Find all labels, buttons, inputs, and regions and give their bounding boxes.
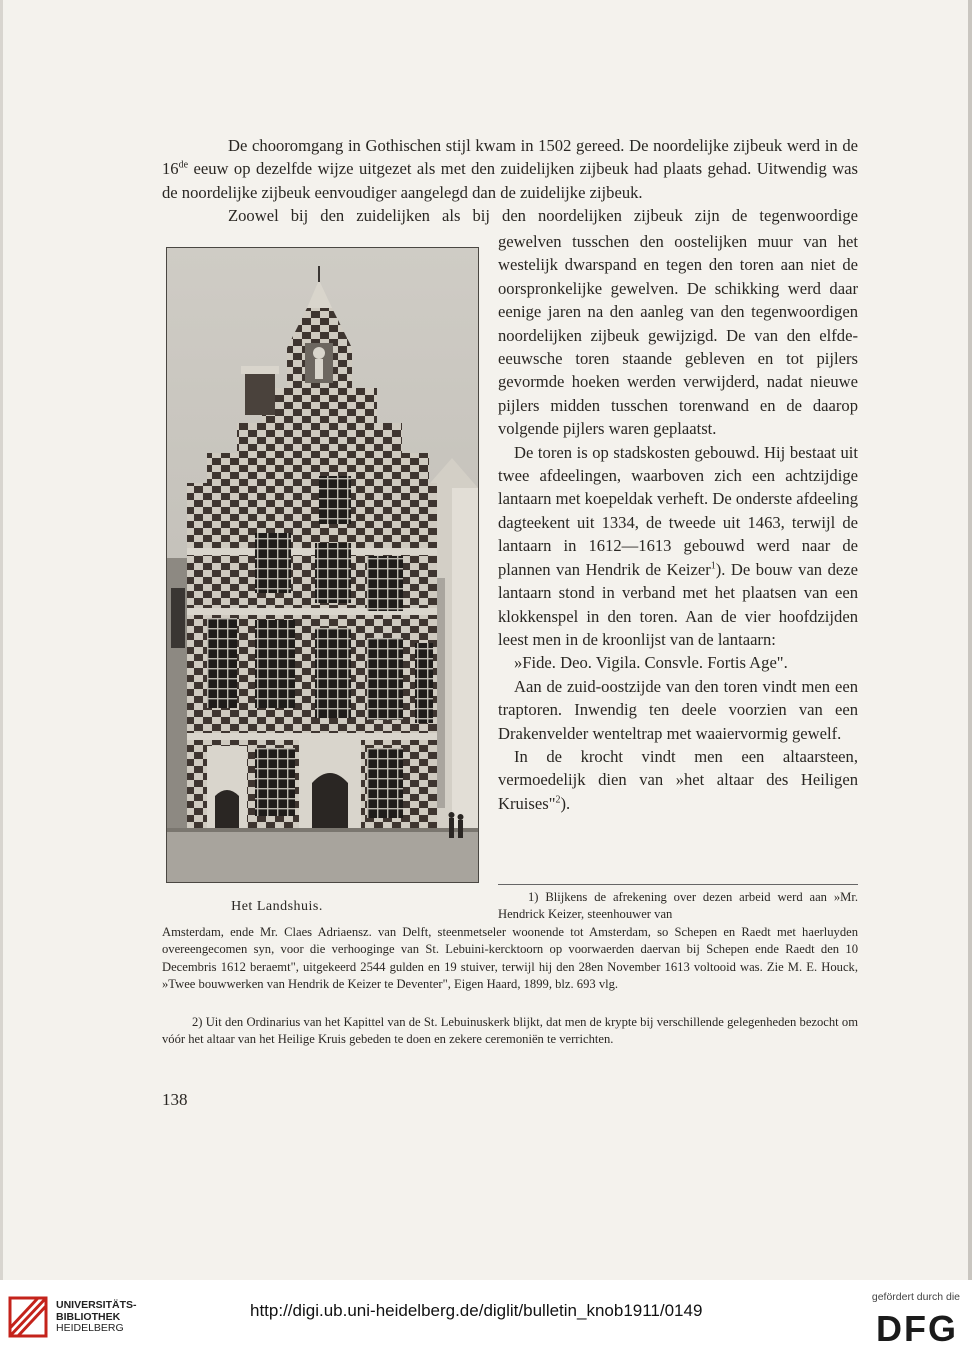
footnote-1-rest: Amsterdam, ende Mr. Claes Adriaensz. van Delft, steenmetseler woonende tot Amsterdam, so Schepen en Raedt met haerluyden overeengecomen syn, voor die verhooginge van St. Lebuini-kercktoorn op voorwaerden daervan bij Schepen ende Raedt den 10 Decembris 1612 beraemt", uitgekeerd 2544 gulden en 19 stuiver, terwijl hij den 28en November 1613 voltooid was. Zie M. E. Houck, »Twee bouwwerken van Hendrik de Keizer te Deventer", Eigen Haard, 1899, blz. 693 vlg. [162, 925, 858, 992]
scan-left-edge [0, 0, 3, 1280]
footnote-2: 2) Uit den Ordinarius van het Kapittel van de St. Lebuinuskerk blijkt, dat men de krypte bij verschillende gelegenheden bezocht om vóór het altaar van het Heilige Kruis gebeden te doen en zekere ceremoniën te verrichten. [162, 1015, 858, 1047]
permalink-url[interactable]: http://digi.ub.uni-heidelberg.de/diglit/bulletin_knob1911/0149 [250, 1301, 703, 1320]
landshuis-photograph [166, 247, 479, 883]
street [167, 828, 478, 882]
paragraph-crypt: In de krocht vindt men een altaarsteen, vermoedelijk dien van »het altaar des Heiligen Kruises"$^2$). [498, 746, 858, 813]
right-column-text [498, 230, 858, 815]
university-library-logo-icon [8, 1292, 48, 1342]
dfg-logo: DFG [876, 1308, 958, 1349]
paragraph-staircase: Aan de zuid-oostzijde van den toren vindt men een traptoren. Inwendig ten deele voorzien van een Drakenvelder wenteltrap met waaiervormig gewelf. [498, 676, 858, 743]
landshuis-facade-drawing [167, 248, 478, 882]
page-number: 138 [162, 1090, 188, 1109]
paragraph-choir: De chooromgang in Gothischen stijl kwam in 1502 gereed. De noordelijke zijbeuk werd in de 16de eeuw op dezelfde wijze uitgezet als met den zuidelijken zijbeuk had plaats gehad. Uitwendig was de noordelijke zijbeuk eenvoudiger aangelegd dan de zuidelijke zijbeuk. [162, 136, 858, 202]
figure-caption: Het Landshuis. [231, 899, 323, 914]
footnote-rule [498, 884, 858, 885]
library-name: UNIVERSITÄTS- BIBLIOTHEK HEIDELBERG [56, 1299, 137, 1334]
intro-text [162, 134, 858, 228]
footnote-1-first: 1) Blijkens de afrekening over dezen arbeid werd aan »Mr. Hendrick Keizer, steenhouwer van [498, 890, 858, 922]
funded-by-label: gefördert durch die [871, 1291, 960, 1303]
paragraph-vaults-start: Zoowel bij den zuidelijken als bij den noordelijken zijbeuk zijn de tegenwoordige [228, 206, 858, 226]
paragraph-tower: De toren is op stadskosten gebouwd. Hij bestaat uit twee afdeelingen, waarboven zich een achtzijdige lantaarn met koepeldak verheft. De onderste afdeeling dagteekent uit 1334, de tweede uit 1463, terwijl de lantaarn in 1612—1613 gebouwd werd naar de plannen van Hendrik de Keizer$^1$). De bouw van deze lantaarn stond in verband met het plaatsen van een klokkenspel in den toren. Aan de vier hoofdzijden leest men in de kroonlijst van de lantaarn: [498, 442, 858, 649]
paragraph-vaults-cont: gewelven tusschen den oostelijken muur van het westelijk dwarspand en tegen den toren aan niet de oorspronkelijke gewelven. De schikking werd daar eenige jaren na den aanleg van den tegenwoordigen noordelijken zijbeuk gewijzigd. De van den elfde-eeuwsche toren staande gebleven en tot pijlers gevormde hoeken werden verwijderd, nadat nieuwe pijlers midden tusschen torenwand en de daarop volgende pijlers waren geplaatst. [498, 232, 858, 439]
tower-motto: »Fide. Deo. Vigila. Consvle. Fortis Age". [514, 653, 788, 673]
scan-right-edge [968, 0, 972, 1280]
